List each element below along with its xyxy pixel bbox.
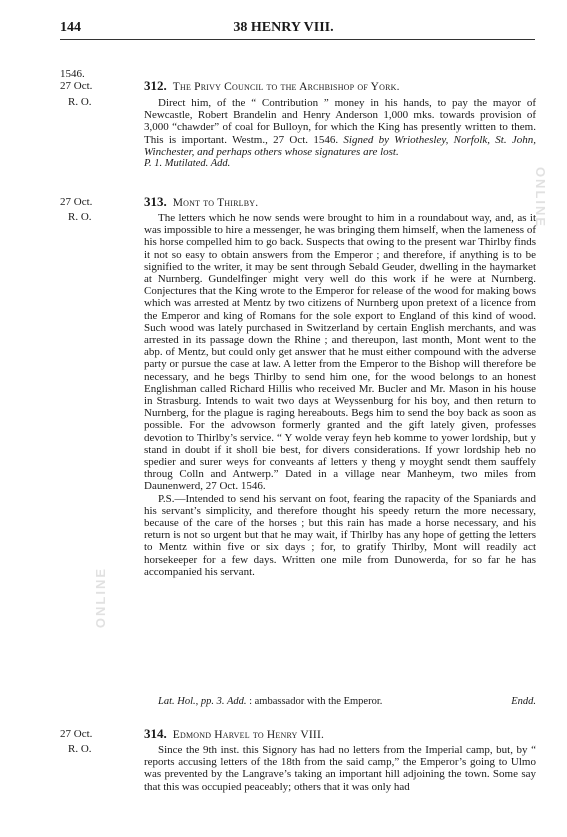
entry-body [144, 212, 536, 578]
entry-title: Edmond Harvel to Henry VIII. [172, 729, 325, 741]
entry-heading [144, 195, 536, 210]
entry-source: R. O. [68, 743, 92, 755]
entry-note-text: : ambassador with the Emperor. [249, 696, 383, 707]
entry-endorsed: Endd. [511, 696, 536, 707]
entry-postscript: P.S.—Intended to send his servant on foot, fearing the rapacity of the Spaniards and his servant’s simplicity, and therefore thought his speedy return the more necessary, because of the care of the horses ; but this rain has made a horse necessary, and his return is not so urgent but that he may wait, if Thirlby has any hope of getting the letters to Mentz within five or six days ; for, to gratify Thirlby, Mont will readily act horsekeeper for a few days. Written one mile from Dunowerda, for so far he has accompanied his servant. [144, 492, 536, 578]
running-title: 38 HENRY VIII. [233, 20, 334, 35]
entry-note-italic: Lat. Hol., pp. 3. Add. [158, 696, 247, 707]
entry-date: 27 Oct. [60, 728, 93, 740]
entry-date: 27 Oct. [60, 80, 93, 92]
entry-title: Mont to Thirlby. [172, 197, 259, 209]
entry-source: R. O. [68, 211, 92, 223]
entry-source: R. O. [68, 96, 92, 108]
margin-year: 1546. [60, 68, 85, 80]
entry-paragraph: The letters which he now sends were brought to him in a roundabout way, and, as it was impossible to hire a messenger, he was bringing them himself, when the lameness of his horse compelled him to go back. Suspects that owing to the present war Thirlby finds it not so easy to obtain answers from the Emperor ; and therefore, if anything is to be signified to the writer, it may be sent through Sebald Geuder, dwelling in the haymarket at Nurnberg. Gundelfinger might very well do this work if he were at Nurnberg. Conjectures that the King wrote to the Emperor for release of the wood for making bows which was arrested at Mentz by two citizens of Nurnberg upon pretext of a licence from the Emperor and king of Romans for the sole export to England of this kind of wood. Such wood was lately purchased in Switzerland by certain English merchants, and was arrested in its passage down the Rhine ; and thereupon, last month, Mont went to the abp. of Mentz, but could only get answer that he must either compound with the adverse party or pursue the case at law. A letter from the Emperor to the Bishop will therefore be necessary, and he begs Thirlby to send him one, for the wood belongs to an honest Englishman called Richard Hillis who received Mr. Bucler and Mr. Mason in his house in Strasburg. Intends to wait two days at Weyssenburg for his boy, and then return to Nurnberg, for the plague is raging hereabouts. Begs him to send the boy back as soon as possible. For the advowson formerly granted and the gift lately given, professes devotion to Thirlby’s service. “ Y wolde veray feyn heb komme to yower lordship, but y stand in doubt if it sholl bie best, for divers considerations. If yowr lordship heb no spedier and surer weys for conveants af letters y theng y moyght sendt them sauffely throug Colln and Antwerp.” Dated in a village near Manheym, two miles from Daunenwerd, 27 Oct. 1546. [144, 212, 536, 493]
header-rule [60, 39, 535, 40]
watermark-stamp: ONLINE [93, 566, 109, 629]
entry-text: Direct him, of the “ Contribution ” money in his hands, to pay the mayor of Newcastle, Robert Brandelin and Henry Anderson 1,000 mks. towards provision of 3,000 “chawder” of coal for Bulloyn, for which the King has presently written to them. This is important. Westm., 27 Oct. 1546. [144, 97, 536, 146]
entry-title: The Privy Council to the Archbishop of York. [172, 81, 400, 93]
entry-number: 314. [144, 726, 167, 741]
entry-number: 313. [144, 194, 167, 209]
entry-body [144, 97, 536, 158]
entry-number: 312. [144, 78, 167, 93]
entry-signatures: Signed by Wriothesley, Norfolk, St. John, Winchester, and perhaps others whose signatures are lost. [144, 133, 537, 158]
entry-date: 27 Oct. [60, 196, 93, 208]
entry-heading [144, 727, 536, 742]
entry-note [158, 696, 536, 708]
entry-paragraph: Since the 9th inst. this Signory has had no letters from the Imperial camp, but, by “ reports accusing letters of the 18th from the said camp,” the Emperor’s going to Ulmo was prevented by the Langrave’s taking an important hill adjoining the town. Some say that this was occupied peaceably; others that it was only had [144, 744, 536, 793]
entry-body [144, 744, 536, 793]
entry-note: P. 1. Mutilated. Add. [144, 158, 231, 169]
entry-heading [144, 79, 536, 94]
watermark-stamp: ONLINE [533, 166, 549, 229]
page-number: 144 [60, 20, 81, 35]
page-header [0, 20, 567, 36]
